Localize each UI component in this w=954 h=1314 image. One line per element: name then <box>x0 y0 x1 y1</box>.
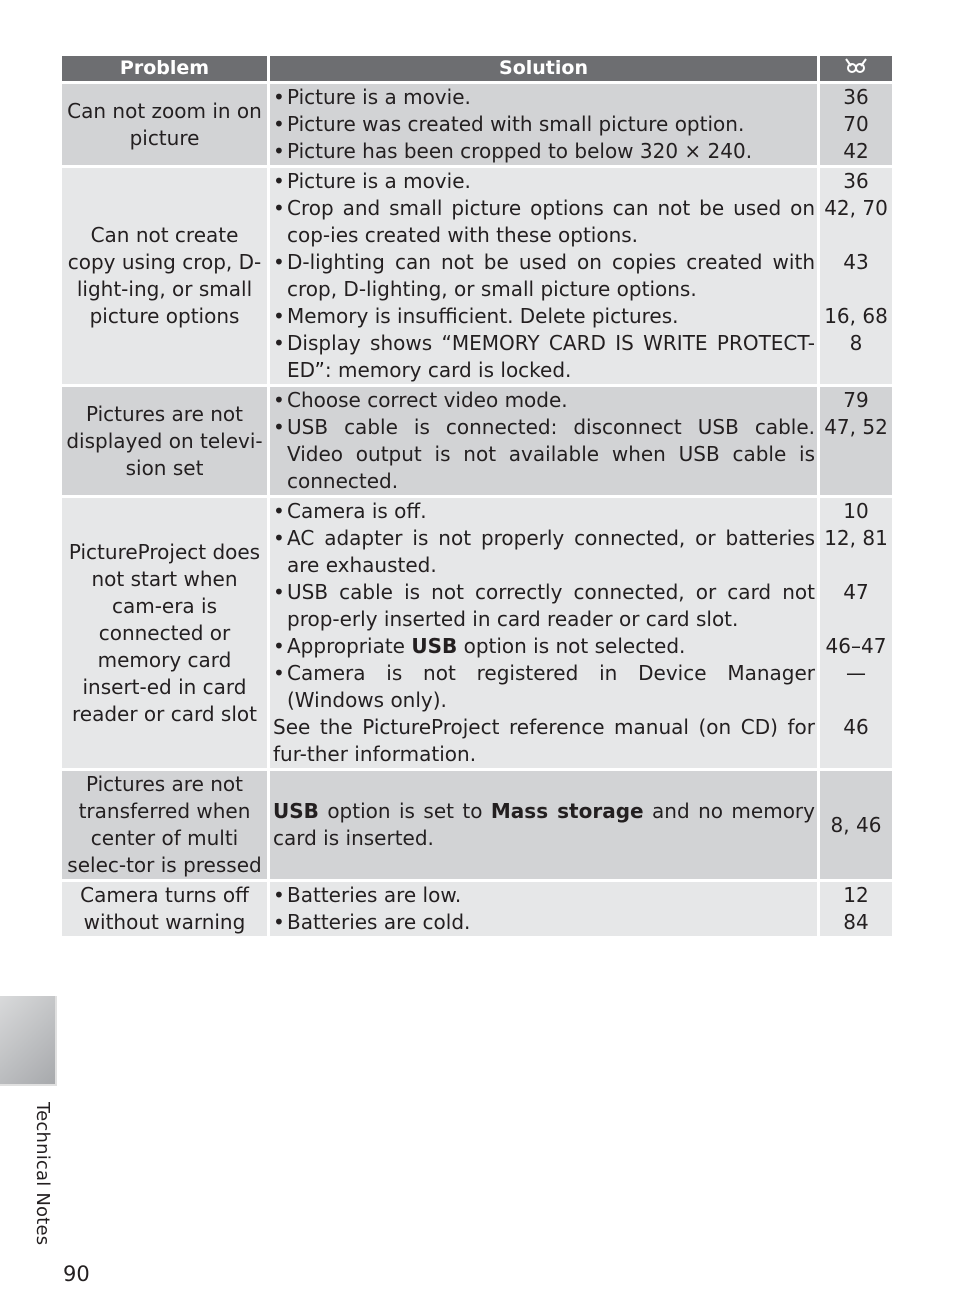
solution-note: See the PictureProject reference manual (on CD) for fur-ther information. <box>273 715 815 766</box>
page-ref-spacer <box>820 552 892 579</box>
solution-item: • Picture has been cropped to below 320 × 240. <box>273 138 815 165</box>
solution-text: and no memory card is inserted. <box>273 799 815 850</box>
page-reference-header <box>820 56 892 81</box>
table-row <box>62 882 892 936</box>
problem-header: Problem <box>62 56 267 81</box>
table-header-row <box>62 56 892 81</box>
page-ref: 36 <box>843 169 869 193</box>
page-ref: 46 <box>843 715 869 739</box>
page-ref-spacer <box>820 606 892 633</box>
solution-cell <box>270 498 817 768</box>
solution-text: Appropriate <box>287 634 412 658</box>
solution-item: • USB cable is not correctly connected, or card not prop-erly inserted in card reader or card slot. <box>273 579 815 633</box>
page-ref: 12 <box>843 883 869 907</box>
page-ref: 42 <box>843 139 869 163</box>
page-ref: 43 <box>843 250 869 274</box>
solution-header: Solution <box>270 56 817 81</box>
page-ref-spacer <box>820 222 892 249</box>
table-row <box>62 387 892 495</box>
solution-item: • USB cable is connected: disconnect USB cable. Video output is not available when USB cable is connected. <box>273 414 815 495</box>
solution-item: • Camera is off. <box>273 498 815 525</box>
solution-cell <box>270 168 817 384</box>
solution-cell <box>270 84 817 165</box>
page-ref: 16, 68 <box>824 304 888 328</box>
troubleshooting-table <box>59 53 895 939</box>
page-cell <box>820 84 892 165</box>
page-ref: 12, 81 <box>824 526 888 550</box>
solution-item <box>273 798 815 852</box>
problem-cell: Camera turns off without warning <box>62 882 267 936</box>
page-ref: 42, 70 <box>824 196 888 220</box>
solution-item: • Batteries are cold. <box>273 909 815 936</box>
table-row <box>62 498 892 768</box>
page-ref: — <box>846 661 866 685</box>
solution-bold-text: USB <box>411 634 458 658</box>
page-ref-spacer <box>820 687 892 714</box>
page-number: 90 <box>63 1262 90 1286</box>
solution-bold-text: Mass storage <box>490 799 644 823</box>
solution-item: • Crop and small picture options can not be used on cop-ies created with these options. <box>273 195 815 249</box>
page-ref: 47, 52 <box>824 415 888 439</box>
page-ref: 84 <box>843 910 869 934</box>
solution-item: • Picture is a movie. <box>273 84 815 111</box>
solution-cell <box>270 387 817 495</box>
page-ref: 8, 46 <box>830 812 882 837</box>
problem-cell: Pictures are not transferred when center of multi selec-tor is pressed <box>62 771 267 879</box>
page-ref: 36 <box>843 85 869 109</box>
table-row <box>62 771 892 879</box>
solution-text: option is not selected. <box>457 634 686 658</box>
solution-item: • Choose correct video mode. <box>273 387 815 414</box>
section-label: Technical Notes <box>32 1102 53 1246</box>
page-ref: 8 <box>849 331 863 355</box>
table-row <box>62 84 892 165</box>
solution-item: • AC adapter is not properly connected, or batteries are exhausted. <box>273 525 815 579</box>
problem-cell: Can not zoom in on picture <box>62 84 267 165</box>
page-cell <box>820 498 892 768</box>
solution-item: • Picture was created with small picture option. <box>273 111 815 138</box>
solution-item: • D-lighting can not be used on copies created with crop, D-lighting, or small picture options. <box>273 249 815 303</box>
section-tab <box>0 996 57 1086</box>
page-ref: 47 <box>843 580 869 604</box>
solution-item: • Memory is insufficient. Delete pictures. <box>273 303 815 330</box>
page-ref-spacer <box>820 276 892 303</box>
page-ref: 46–47 <box>825 634 887 658</box>
problem-cell: Pictures are not displayed on televi-sion set <box>62 387 267 495</box>
problem-cell: Can not create copy using crop, D-light-ing, or small picture options <box>62 168 267 384</box>
solution-cell <box>270 882 817 936</box>
solution-item: • Camera is not registered in Device Manager (Windows only). <box>273 660 815 714</box>
solution-item: • Picture is a movie. <box>273 168 815 195</box>
solution-item: • Batteries are low. <box>273 882 815 909</box>
page-cell <box>820 387 892 495</box>
problem-cell: PictureProject does not start when cam-era is connected or memory card insert-ed in card reader or card slot <box>62 498 267 768</box>
page-ref: 79 <box>843 388 869 412</box>
page-cell <box>820 771 892 879</box>
page-reference-icon <box>844 56 868 81</box>
page-cell <box>820 882 892 936</box>
page-cell <box>820 168 892 384</box>
page-ref: 70 <box>843 112 869 136</box>
solution-item: • Display shows “MEMORY CARD IS WRITE PROTECT-ED”: memory card is locked. <box>273 330 815 384</box>
solution-text: option is set to <box>318 799 491 823</box>
solution-item <box>273 633 815 660</box>
solution-bold-text: USB <box>273 799 319 823</box>
solution-cell <box>270 771 817 879</box>
table-row <box>62 168 892 384</box>
page-ref: 10 <box>843 499 869 523</box>
